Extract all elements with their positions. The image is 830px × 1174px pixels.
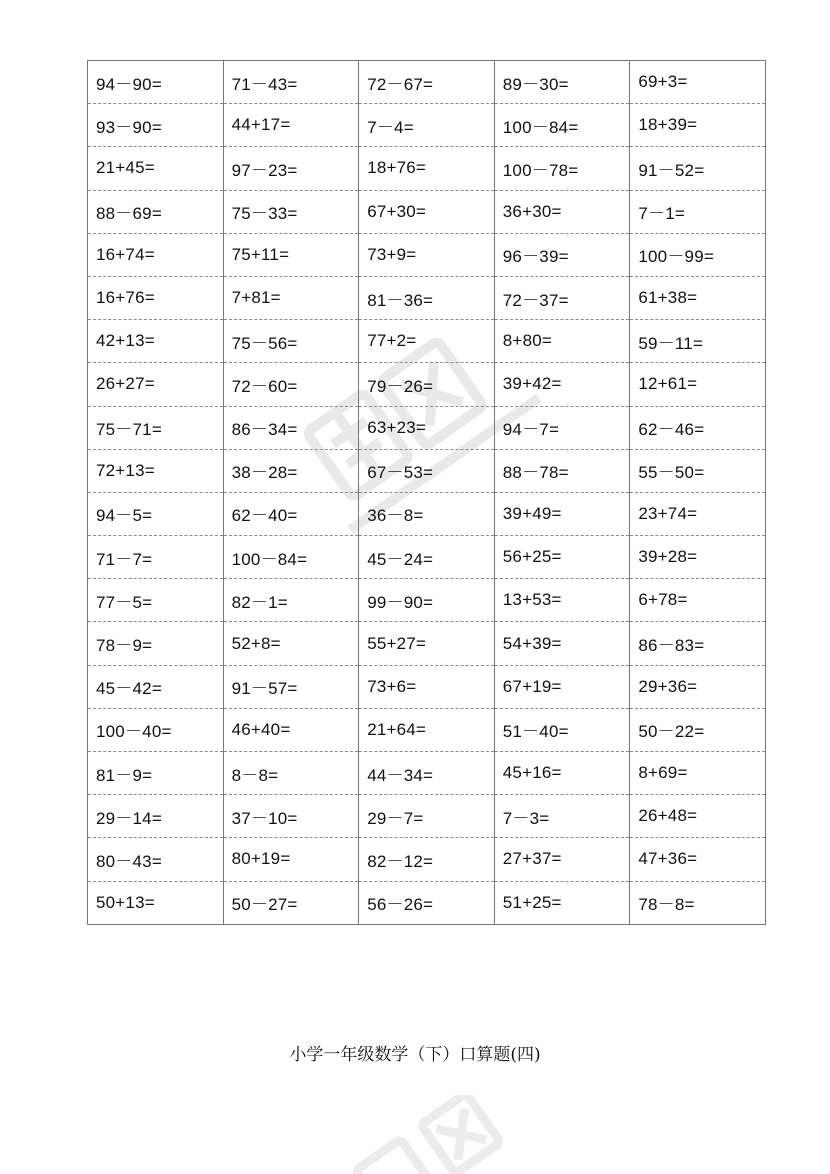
problem-cell: 73+9= — [359, 233, 495, 276]
table-row — [88, 363, 766, 406]
problem-cell: 7－4= — [359, 104, 495, 147]
problem-cell: 81－9= — [88, 752, 224, 795]
table-row — [88, 536, 766, 579]
table-row — [88, 61, 766, 104]
table-row — [88, 795, 766, 838]
problem-cell: 6+78= — [630, 579, 766, 622]
problem-cell: 54+39= — [494, 622, 630, 665]
problem-cell: 67－53= — [359, 449, 495, 492]
problem-cell: 45－42= — [88, 665, 224, 708]
problem-cell: 86－34= — [223, 406, 359, 449]
problem-cell: 42+13= — [88, 320, 224, 363]
problem-cell: 21+64= — [359, 708, 495, 751]
problem-cell: 37－10= — [223, 795, 359, 838]
problem-cell: 94－7= — [494, 406, 630, 449]
problem-cell: 29+36= — [630, 665, 766, 708]
problem-cell: 88－69= — [88, 190, 224, 233]
problem-cell: 100－84= — [494, 104, 630, 147]
problem-cell: 46+40= — [223, 708, 359, 751]
problem-cell: 73+6= — [359, 665, 495, 708]
problem-cell: 72－67= — [359, 61, 495, 104]
problem-cell: 55－50= — [630, 449, 766, 492]
problem-cell: 12+61= — [630, 363, 766, 406]
problem-cell: 81－36= — [359, 276, 495, 319]
problem-cell: 72－37= — [494, 276, 630, 319]
table-row — [88, 708, 766, 751]
problem-cell: 44－34= — [359, 752, 495, 795]
problem-cell: 38－28= — [223, 449, 359, 492]
problem-cell: 71－43= — [223, 61, 359, 104]
problem-cell: 79－26= — [359, 363, 495, 406]
problem-cell: 75－33= — [223, 190, 359, 233]
problem-cell: 16+76= — [88, 276, 224, 319]
table-row — [88, 320, 766, 363]
problem-cell: 8－8= — [223, 752, 359, 795]
problem-cell: 7+81= — [223, 276, 359, 319]
problem-cell: 86－83= — [630, 622, 766, 665]
problem-cell: 78－8= — [630, 881, 766, 924]
problem-cell: 80－43= — [88, 838, 224, 881]
problem-cell: 77－5= — [88, 579, 224, 622]
problem-cell: 89－30= — [494, 61, 630, 104]
problem-cell: 51－40= — [494, 708, 630, 751]
table-row — [88, 665, 766, 708]
problem-cell: 21+45= — [88, 147, 224, 190]
table-row — [88, 881, 766, 924]
problem-cell: 100－40= — [88, 708, 224, 751]
problem-cell: 13+53= — [494, 579, 630, 622]
problem-cell: 7－1= — [630, 190, 766, 233]
table-row — [88, 579, 766, 622]
problem-cell: 62－46= — [630, 406, 766, 449]
problem-cell: 100－99= — [630, 233, 766, 276]
problem-cell: 96－39= — [494, 233, 630, 276]
problem-cell: 72－60= — [223, 363, 359, 406]
problem-cell: 59－11= — [630, 320, 766, 363]
problem-cell: 63+23= — [359, 406, 495, 449]
problem-cell: 50－27= — [223, 881, 359, 924]
problem-cell: 99－90= — [359, 579, 495, 622]
problem-cell: 39+28= — [630, 536, 766, 579]
problem-cell: 39+42= — [494, 363, 630, 406]
problem-cell: 72+13= — [88, 449, 224, 492]
problem-cell: 78－9= — [88, 622, 224, 665]
problem-cell: 77+2= — [359, 320, 495, 363]
problem-cell: 75+11= — [223, 233, 359, 276]
problem-cell: 29－7= — [359, 795, 495, 838]
problem-cell: 16+74= — [88, 233, 224, 276]
table-row — [88, 104, 766, 147]
problem-cell: 55+27= — [359, 622, 495, 665]
problem-cell: 45+16= — [494, 752, 630, 795]
problem-cell: 67+30= — [359, 190, 495, 233]
table-row — [88, 622, 766, 665]
watermark-graphic-bottom — [330, 1095, 530, 1174]
problem-cell: 80+19= — [223, 838, 359, 881]
problem-cell: 97－23= — [223, 147, 359, 190]
problem-cell: 93－90= — [88, 104, 224, 147]
problem-cell: 82－12= — [359, 838, 495, 881]
problem-cell: 91－52= — [630, 147, 766, 190]
problem-cell: 36－8= — [359, 492, 495, 535]
problem-cell: 88－78= — [494, 449, 630, 492]
problem-cell: 39+49= — [494, 492, 630, 535]
problem-cell: 44+17= — [223, 104, 359, 147]
table-row — [88, 838, 766, 881]
problem-cell: 23+74= — [630, 492, 766, 535]
problem-cell: 75－56= — [223, 320, 359, 363]
problem-cell: 27+37= — [494, 838, 630, 881]
problem-cell: 26+48= — [630, 795, 766, 838]
table-row — [88, 752, 766, 795]
table-row — [88, 147, 766, 190]
table-row — [88, 492, 766, 535]
arithmetic-drill-table — [87, 60, 766, 925]
problem-cell: 100－84= — [223, 536, 359, 579]
problem-cell: 45－24= — [359, 536, 495, 579]
problem-cell: 26+27= — [88, 363, 224, 406]
problem-cell: 8+69= — [630, 752, 766, 795]
problem-cell: 100－78= — [494, 147, 630, 190]
problem-cell: 51+25= — [494, 881, 630, 924]
problem-cell: 18+76= — [359, 147, 495, 190]
problem-cell: 94－5= — [88, 492, 224, 535]
problem-cell: 36+30= — [494, 190, 630, 233]
problem-cell: 82－1= — [223, 579, 359, 622]
problem-cell: 56－26= — [359, 881, 495, 924]
problem-cell: 91－57= — [223, 665, 359, 708]
table-row — [88, 190, 766, 233]
table-row — [88, 276, 766, 319]
table-row — [88, 233, 766, 276]
problem-cell: 18+39= — [630, 104, 766, 147]
table-row — [88, 406, 766, 449]
problem-cell: 47+36= — [630, 838, 766, 881]
problem-cell: 67+19= — [494, 665, 630, 708]
problem-cell: 56+25= — [494, 536, 630, 579]
problem-cell: 50+13= — [88, 881, 224, 924]
problem-cell: 61+38= — [630, 276, 766, 319]
problem-cell: 94－90= — [88, 61, 224, 104]
drill-table-body — [88, 61, 766, 925]
problem-cell: 50－22= — [630, 708, 766, 751]
problem-cell: 69+3= — [630, 61, 766, 104]
problem-cell: 8+80= — [494, 320, 630, 363]
problem-cell: 52+8= — [223, 622, 359, 665]
problem-cell: 75－71= — [88, 406, 224, 449]
worksheet-title: 小学一年级数学（下）口算题(四) — [289, 1045, 541, 1065]
problem-cell: 7－3= — [494, 795, 630, 838]
table-row — [88, 449, 766, 492]
problem-cell: 71－7= — [88, 536, 224, 579]
problem-cell: 29－14= — [88, 795, 224, 838]
problem-cell: 62－40= — [223, 492, 359, 535]
